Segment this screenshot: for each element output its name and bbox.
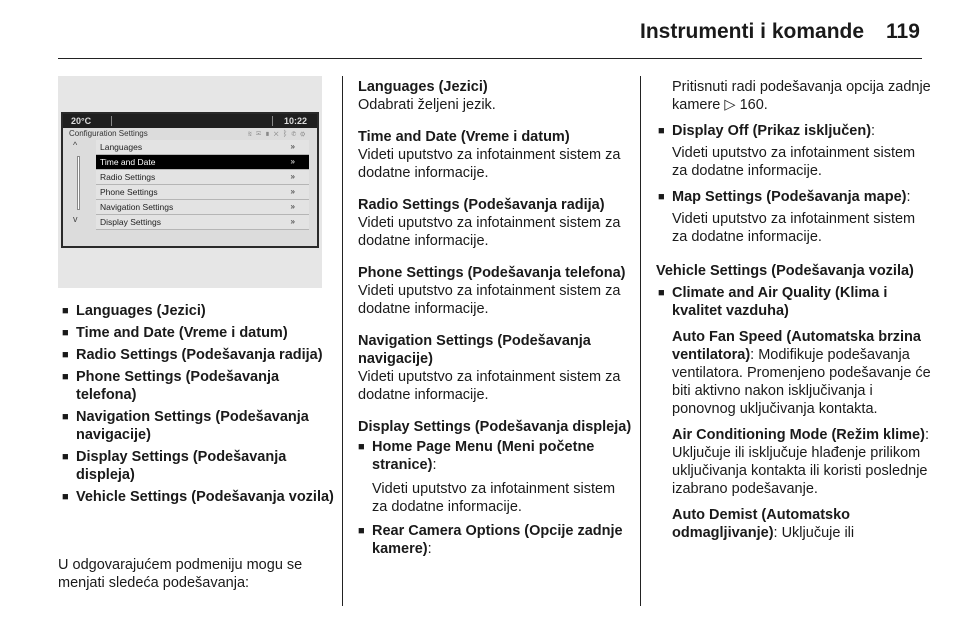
section-text: Videti uputstvo za infotainment sistem za dodatne informacije. xyxy=(358,369,621,403)
menu-item-label: Phone Settings xyxy=(100,187,158,197)
colon: : xyxy=(432,457,437,473)
section-heading: Time and Date (Vreme i datum) xyxy=(358,129,570,145)
section-text: Videti uputstvo za infotainment sistem za dodatne informacije. xyxy=(358,147,621,181)
mute-icon: ✕ xyxy=(273,129,283,138)
list-item: ■ Languages (Jezici) xyxy=(62,302,334,320)
section-heading: Radio Settings (Podešavanja radija) xyxy=(358,197,605,213)
status-separator xyxy=(111,116,112,126)
chevron-right-icon: » xyxy=(290,187,295,196)
section-text: Odabrati željeni jezik. xyxy=(358,97,496,113)
page-header-title: Instrumenti i komande xyxy=(640,20,865,43)
section xyxy=(358,128,633,182)
clock-readout: 10:22 xyxy=(283,116,307,126)
chevron-right-icon: » xyxy=(290,202,295,211)
status-icons xyxy=(247,129,309,138)
menu-item-display-settings[interactable] xyxy=(96,215,309,230)
signal-icon: ▮ xyxy=(264,129,274,138)
sub-item-title: Climate and Air Quality (Klima i kvalitet vazduha) xyxy=(672,285,888,319)
list-item: ■ Radio Settings (Podešavanja radija) xyxy=(62,346,334,364)
bluetooth-icon: ᛒ xyxy=(282,129,292,138)
section xyxy=(358,196,633,250)
section xyxy=(358,264,633,318)
option-text: : Modifikuje podešavanja ventilatora. Promenjeno podešavanje će biti aktivno nakon isključivanja i ponovnog uključivanja kontakta. xyxy=(672,347,931,417)
option xyxy=(672,426,931,498)
menu-item-label: Navigation Settings xyxy=(100,202,174,212)
menu-item-radio-settings[interactable] xyxy=(96,170,309,185)
sub-item: Display Off (Prikaz isključen): Videti uputstvo za infotainment sistem za dodatne informacije. xyxy=(656,122,931,180)
section xyxy=(358,332,633,404)
middle-column xyxy=(358,78,633,558)
sub-item-title: Rear Camera Options (Opcije zadnje kamere) xyxy=(372,523,623,557)
sub-item xyxy=(656,284,931,542)
option-title: Air Conditioning Mode (Režim klime) xyxy=(672,427,925,443)
list-item: ■ Navigation Settings (Podešavanja navigacije) xyxy=(62,408,334,444)
option-text: : Uključuje ili xyxy=(773,525,855,541)
column-divider-2 xyxy=(640,76,641,606)
gear-icon: ⚙ xyxy=(300,129,309,138)
section-heading: Navigation Settings (Podešavanja navigacije) xyxy=(358,333,591,367)
sub-item-title: Home Page Menu (Meni početne stranice) xyxy=(372,439,595,473)
sub-item-text: Videti uputstvo za infotainment sistem za dodatne informacije. xyxy=(672,211,916,245)
page-reference-icon[interactable]: ▷ xyxy=(724,97,736,113)
chevron-right-icon: » xyxy=(290,157,295,166)
list-item: ■ Time and Date (Vreme i datum) xyxy=(62,324,334,342)
settings-bullet-list xyxy=(62,302,334,510)
option xyxy=(672,506,931,542)
right-column xyxy=(656,78,931,542)
sub-item: Map Settings (Podešavanja mape): Videti uputstvo za infotainment sistem za dodatne informacije. xyxy=(656,188,931,246)
screen-title: Configuration Settings xyxy=(69,129,148,138)
list-item: ■ Phone Settings (Podešavanja telefona) xyxy=(62,368,334,404)
header-divider xyxy=(58,58,922,59)
status-separator xyxy=(272,116,273,126)
column-divider-1 xyxy=(342,76,343,606)
scroll-down-icon[interactable]: v xyxy=(73,214,78,224)
menu-item-label: Languages xyxy=(100,142,143,152)
intro-paragraph: U odgovarajućem podmeniju mogu se menjati sledeća podešavanja: xyxy=(58,557,303,591)
infotainment-screen xyxy=(61,112,319,248)
colon: : xyxy=(427,541,432,557)
menu-item-navigation-settings[interactable] xyxy=(96,200,309,215)
section-text: Videti uputstvo za infotainment sistem za dodatne informacije. xyxy=(358,283,621,317)
section xyxy=(358,78,633,114)
menu-item-languages[interactable] xyxy=(96,140,309,155)
sub-item xyxy=(358,438,633,516)
screen-content xyxy=(63,114,317,246)
section-heading: Phone Settings (Podešavanja telefona) xyxy=(358,265,626,281)
settings-menu-list xyxy=(96,140,309,230)
chevron-right-icon: » xyxy=(290,172,295,181)
temperature-readout: 20°C xyxy=(71,116,92,126)
option xyxy=(672,328,931,418)
screenshot-figure xyxy=(58,76,322,288)
display-settings-section xyxy=(358,418,633,558)
option-text: : Uključuje ili isključuje hlađenje prilikom uključivanja kontakta ili koristi poslednje izabrano podešavanje. xyxy=(672,427,929,497)
camera-description: Pritisnuti radi podešavanja opcija zadnje kamere xyxy=(672,79,931,113)
list-item: ■ Display Settings (Podešavanja displeja) xyxy=(62,448,334,484)
section-heading: Display Settings (Podešavanja displeja) xyxy=(358,419,632,435)
menu-item-label: Display Settings xyxy=(100,217,161,227)
sub-item-text: Videti uputstvo za infotainment sistem za dodatne informacije. xyxy=(672,145,916,179)
list-item: ■ Vehicle Settings (Podešavanja vozila) xyxy=(62,488,334,506)
section-heading: Vehicle Settings (Podešavanja vozila) xyxy=(656,263,914,279)
status-bar xyxy=(63,114,317,128)
section-heading: Languages (Jezici) xyxy=(358,79,488,95)
page-reference[interactable]: 160. xyxy=(739,97,768,113)
menu-item-time-and-date[interactable] xyxy=(96,155,309,170)
phone-icon: ✆ xyxy=(291,129,301,138)
menu-item-label: Radio Settings xyxy=(100,172,156,182)
sub-item xyxy=(358,522,633,558)
camera-text xyxy=(656,78,931,114)
chevron-right-icon: » xyxy=(290,142,295,151)
section-text: Videti uputstvo za infotainment sistem za dodatne informacije. xyxy=(358,215,621,249)
scrollbar[interactable] xyxy=(77,156,80,210)
chevron-right-icon: » xyxy=(290,217,295,226)
page-number: 119 xyxy=(886,20,920,43)
sub-item-text: Videti uputstvo za infotainment sistem za dodatne informacije. xyxy=(372,481,616,515)
vehicle-settings-section xyxy=(656,262,931,542)
message-icon: ✉ xyxy=(256,129,265,138)
option-title: Auto Demist (Automatsko odmagljivanje) xyxy=(672,507,851,541)
option-title: Auto Fan Speed (Automatska brzina ventilatora) xyxy=(672,329,921,363)
wifi-icon: ≋ xyxy=(247,129,257,138)
sub-item-title: Display Off (Prikaz isključen) xyxy=(672,123,872,139)
menu-item-phone-settings[interactable] xyxy=(96,185,309,200)
sub-item-title: Map Settings (Podešavanja mape) xyxy=(672,189,907,205)
scroll-up-icon[interactable]: ^ xyxy=(73,140,78,150)
menu-item-label: Time and Date xyxy=(100,157,156,167)
